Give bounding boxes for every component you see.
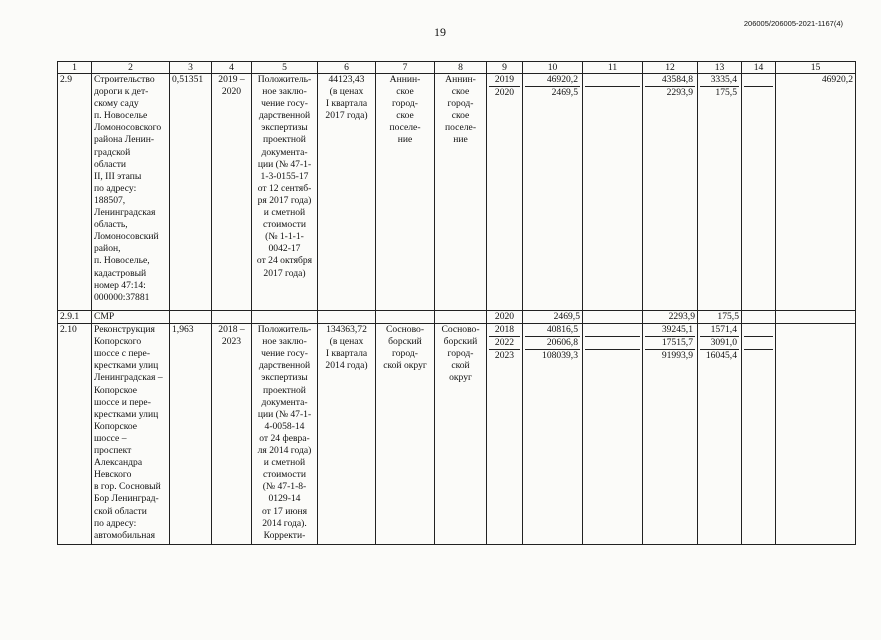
text-line: чение госу- (261, 348, 308, 360)
text-line: стоимости (263, 469, 306, 481)
text-line: проектной (263, 134, 306, 146)
column-14-cell (742, 324, 776, 545)
year-subvalue: 2022 (489, 337, 520, 350)
text-line: крестками улиц (94, 408, 159, 420)
object-length: 1,963 (170, 324, 212, 545)
table-row-2-10 (58, 324, 856, 545)
year-cell (487, 324, 523, 545)
year-subtable (489, 74, 520, 99)
year-subtable (744, 324, 773, 362)
year-subvalue: 3335,4 (710, 74, 737, 85)
object-name: СМР (92, 311, 170, 324)
year-value: 2020 (487, 311, 523, 324)
header-cell: 9 (487, 62, 523, 74)
year-subvalue (744, 324, 773, 337)
cost-value: 134363,72 (326, 324, 367, 336)
text-line: ции (№ 47-1- (257, 158, 312, 170)
column-15-value: 46920,2 (776, 74, 856, 311)
row-number: 2.10 (58, 324, 92, 545)
year-subvalue (585, 337, 640, 350)
text-line: I квартала (325, 98, 368, 110)
document-id: 206005/206005-2021-1167(4) (743, 19, 843, 28)
text-line: ное заклю- (262, 336, 307, 348)
year-subtable (700, 324, 739, 362)
total-cell (523, 74, 583, 311)
text-line: дарственной (258, 110, 311, 122)
text-line: (в ценах (329, 336, 364, 348)
municipality (376, 324, 435, 545)
year-subvalue (744, 337, 773, 350)
text-line: Бор Ленинград- (94, 493, 159, 505)
text-line: района Ленин- (94, 134, 155, 146)
header-cell: 5 (252, 62, 318, 74)
year-cell (487, 74, 523, 311)
year-subtable (645, 74, 695, 99)
text-line: Копорское (94, 384, 138, 396)
text-line: 0129-14 (268, 493, 301, 505)
text-line: район, (94, 243, 121, 255)
text-line: ской округ (383, 360, 427, 372)
header-cell: 15 (776, 62, 856, 74)
year-subvalue: 43584,8 (661, 74, 693, 85)
text-line: экспертизы (261, 372, 308, 384)
header-cell: 13 (698, 62, 742, 74)
text-line: Александра (94, 457, 143, 469)
year-subvalue: 91993,9 (645, 350, 695, 363)
year-subvalue (585, 87, 640, 100)
text-line: Копорское (94, 420, 138, 432)
year-subvalue: 108039,3 (525, 350, 580, 363)
text-line: город- (392, 348, 418, 360)
table-row-2-9 (58, 74, 856, 311)
text-line: Сосново- (385, 324, 425, 336)
header-cell: 2 (92, 62, 170, 74)
text-line: 2014 года). (262, 517, 307, 529)
text-line: шоссе и пере- (94, 396, 151, 408)
year-subvalue (744, 350, 773, 363)
year-subvalue (744, 74, 773, 87)
text-line: (№ 1-1-1- (265, 231, 304, 243)
header-cell: 8 (435, 62, 487, 74)
table-row-2-9-1 (58, 311, 856, 324)
text-line: по адресу: (94, 182, 137, 194)
text-line: области (94, 158, 127, 170)
text-line: и сметной (263, 457, 306, 469)
object-length: 0,51351 (170, 74, 212, 311)
text-line: Ленинградская (94, 207, 156, 219)
text-line: Аннин- (445, 74, 476, 85)
text-line: Ломоносовский (94, 231, 159, 243)
header-cell: 7 (376, 62, 435, 74)
text-line: (№ 47-1-8- (262, 481, 307, 493)
text-line: Реконструкция (94, 324, 155, 336)
year-subvalue: 40816,5 (546, 324, 578, 336)
text-line: 2019 – (218, 74, 245, 85)
text-line: п. Новоселье, (94, 255, 150, 267)
year-subtable (744, 74, 773, 99)
text-line: поселе- (444, 122, 477, 134)
text-line: проспект (94, 445, 132, 457)
column-11-cell (583, 324, 643, 545)
cost-note (320, 336, 373, 372)
text-line: скому саду (94, 98, 139, 110)
object-name (92, 74, 170, 311)
construction-period (212, 74, 252, 311)
text-line: I квартала (325, 348, 368, 360)
column-12-cell (643, 74, 698, 311)
program-table (57, 61, 856, 545)
text-line: Положитель- (257, 74, 312, 85)
year-subtable (525, 74, 580, 99)
column-12-value: 2293,9 (643, 311, 698, 324)
estimated-cost (318, 74, 376, 311)
text-line: округ (449, 372, 472, 384)
text-line: ское (451, 110, 470, 122)
header-cell: 4 (212, 62, 252, 74)
year-subvalue: 3091,0 (700, 337, 739, 350)
year-subtable (585, 324, 640, 362)
year-subvalue: 17515,7 (645, 337, 695, 350)
text-line: ское (451, 86, 470, 98)
year-subtable (585, 74, 640, 99)
year-subtable (700, 74, 739, 99)
year-subvalue: 2293,9 (645, 87, 695, 100)
year-subvalue: 39245,1 (661, 324, 693, 336)
text-line: область, (94, 219, 128, 231)
text-line: стоимости (263, 219, 306, 231)
text-line: градской (94, 146, 131, 158)
year-subvalue: 20606,8 (525, 337, 580, 350)
text-line: дороги к дет- (94, 86, 149, 98)
text-line: п. Новоселье (94, 110, 148, 122)
text-line: документа- (261, 146, 308, 158)
row-number: 2.9 (58, 74, 92, 311)
text-line: по адресу: (94, 517, 137, 529)
column-number-header (58, 62, 856, 74)
text-line: (в ценах (329, 86, 364, 98)
text-line: 2018 – (218, 324, 245, 336)
column-12-cell (643, 324, 698, 545)
text-line: шоссе – (94, 432, 127, 444)
text-line: документа- (261, 396, 308, 408)
text-line: ное заклю- (262, 86, 307, 98)
text-line: Строительство (94, 74, 155, 85)
year-subvalue (585, 350, 640, 363)
column-13-value: 175,5 (698, 311, 742, 324)
text-line: 188507, (94, 194, 126, 206)
text-line: ние (453, 134, 468, 146)
header-cell: 1 (58, 62, 92, 74)
municipality (376, 74, 435, 311)
text-line: город- (447, 348, 474, 360)
text-line: проектной (263, 384, 306, 396)
text-line: Копорского (94, 336, 142, 348)
text-line: ское (396, 110, 414, 122)
text-line: II, III этапы (94, 170, 142, 182)
construction-period (212, 324, 252, 545)
text-line: номер 47:14: (94, 279, 146, 291)
text-line: от 24 октября (256, 255, 313, 267)
text-line: Корректи- (263, 529, 306, 541)
text-line: Положитель- (257, 324, 312, 336)
text-line: ря 2017 года) (257, 194, 312, 206)
text-line: 2017 года) (263, 267, 306, 279)
expertise-document (252, 74, 318, 311)
text-line: дарственной (258, 360, 311, 372)
text-line: город- (447, 98, 474, 110)
text-line: 2014 года) (325, 360, 368, 372)
year-subvalue: 2019 (494, 74, 515, 85)
year-subvalue: 2023 (489, 350, 520, 363)
text-line: ля 2014 года) (257, 445, 312, 457)
total-value: 2469,5 (523, 311, 583, 324)
customer (435, 74, 487, 311)
text-line: Сосново- (441, 324, 480, 336)
text-line: автомобильная (94, 529, 156, 541)
text-line: борский (443, 336, 478, 348)
expertise-document (252, 324, 318, 545)
text-line: Ломоносовского (94, 122, 162, 134)
text-line: 2020 (221, 86, 242, 98)
year-subvalue: 2018 (494, 324, 515, 336)
text-line: город- (392, 98, 418, 110)
text-line: 000000:37881 (94, 291, 150, 303)
header-cell: 3 (170, 62, 212, 74)
year-subvalue: 46920,2 (546, 74, 578, 85)
column-14-cell (742, 74, 776, 311)
column-11-cell (583, 74, 643, 311)
header-cell: 11 (583, 62, 643, 74)
text-line: 0042-17 (268, 243, 301, 255)
text-line: Ленинградская – (94, 372, 163, 384)
text-line: ции (№ 47-1- (257, 408, 312, 420)
text-line: Невского (94, 469, 132, 481)
page-number: 19 (434, 25, 446, 39)
cost-note (320, 86, 373, 122)
year-subtable (525, 324, 580, 362)
text-line: от 17 июня (261, 505, 308, 517)
year-subvalue: 175,5 (700, 87, 739, 100)
year-subtable (489, 324, 520, 362)
text-line: 1-3-0155-17 (260, 170, 309, 182)
year-subvalue: 2469,5 (525, 87, 580, 100)
column-13-cell (698, 324, 742, 545)
column-15-value (776, 324, 856, 545)
year-subvalue: 1571,4 (710, 324, 737, 336)
header-cell: 12 (643, 62, 698, 74)
text-line: от 24 февра- (259, 432, 310, 444)
header-cell: 14 (742, 62, 776, 74)
year-subvalue (585, 74, 640, 87)
total-cell (523, 324, 583, 545)
cost-value: 44123,43 (328, 74, 365, 85)
year-subvalue (744, 87, 773, 100)
text-line: 2017 года) (325, 110, 368, 122)
text-line: в гор. Сосновый (94, 481, 161, 493)
year-subtable (645, 324, 695, 362)
text-line: ское (396, 86, 414, 98)
text-line: шоссе с пере- (94, 348, 151, 360)
text-line: Аннин- (389, 74, 421, 85)
header-cell: 6 (318, 62, 376, 74)
text-line: экспертизы (261, 122, 308, 134)
text-line: поселе- (389, 122, 421, 134)
year-subvalue (585, 324, 640, 337)
header-cell: 10 (523, 62, 583, 74)
estimated-cost (318, 324, 376, 545)
text-line: борский (388, 336, 422, 348)
text-line: ской (451, 360, 470, 372)
year-subvalue: 2020 (489, 87, 520, 100)
text-line: чение госу- (261, 98, 308, 110)
text-line: и сметной (263, 207, 306, 219)
text-line: ской области (94, 505, 147, 517)
text-line: кадастровый (94, 267, 147, 279)
row-number: 2.9.1 (58, 311, 92, 324)
customer (435, 324, 487, 545)
year-subvalue: 16045,4 (700, 350, 739, 363)
text-line: 2023 (221, 336, 242, 348)
text-line: от 12 сентяб- (257, 182, 312, 194)
text-line: 4-0058-14 (264, 420, 305, 432)
object-name (92, 324, 170, 545)
text-line: крестками улиц (94, 360, 159, 372)
column-13-cell (698, 74, 742, 311)
text-line: ние (397, 134, 413, 146)
